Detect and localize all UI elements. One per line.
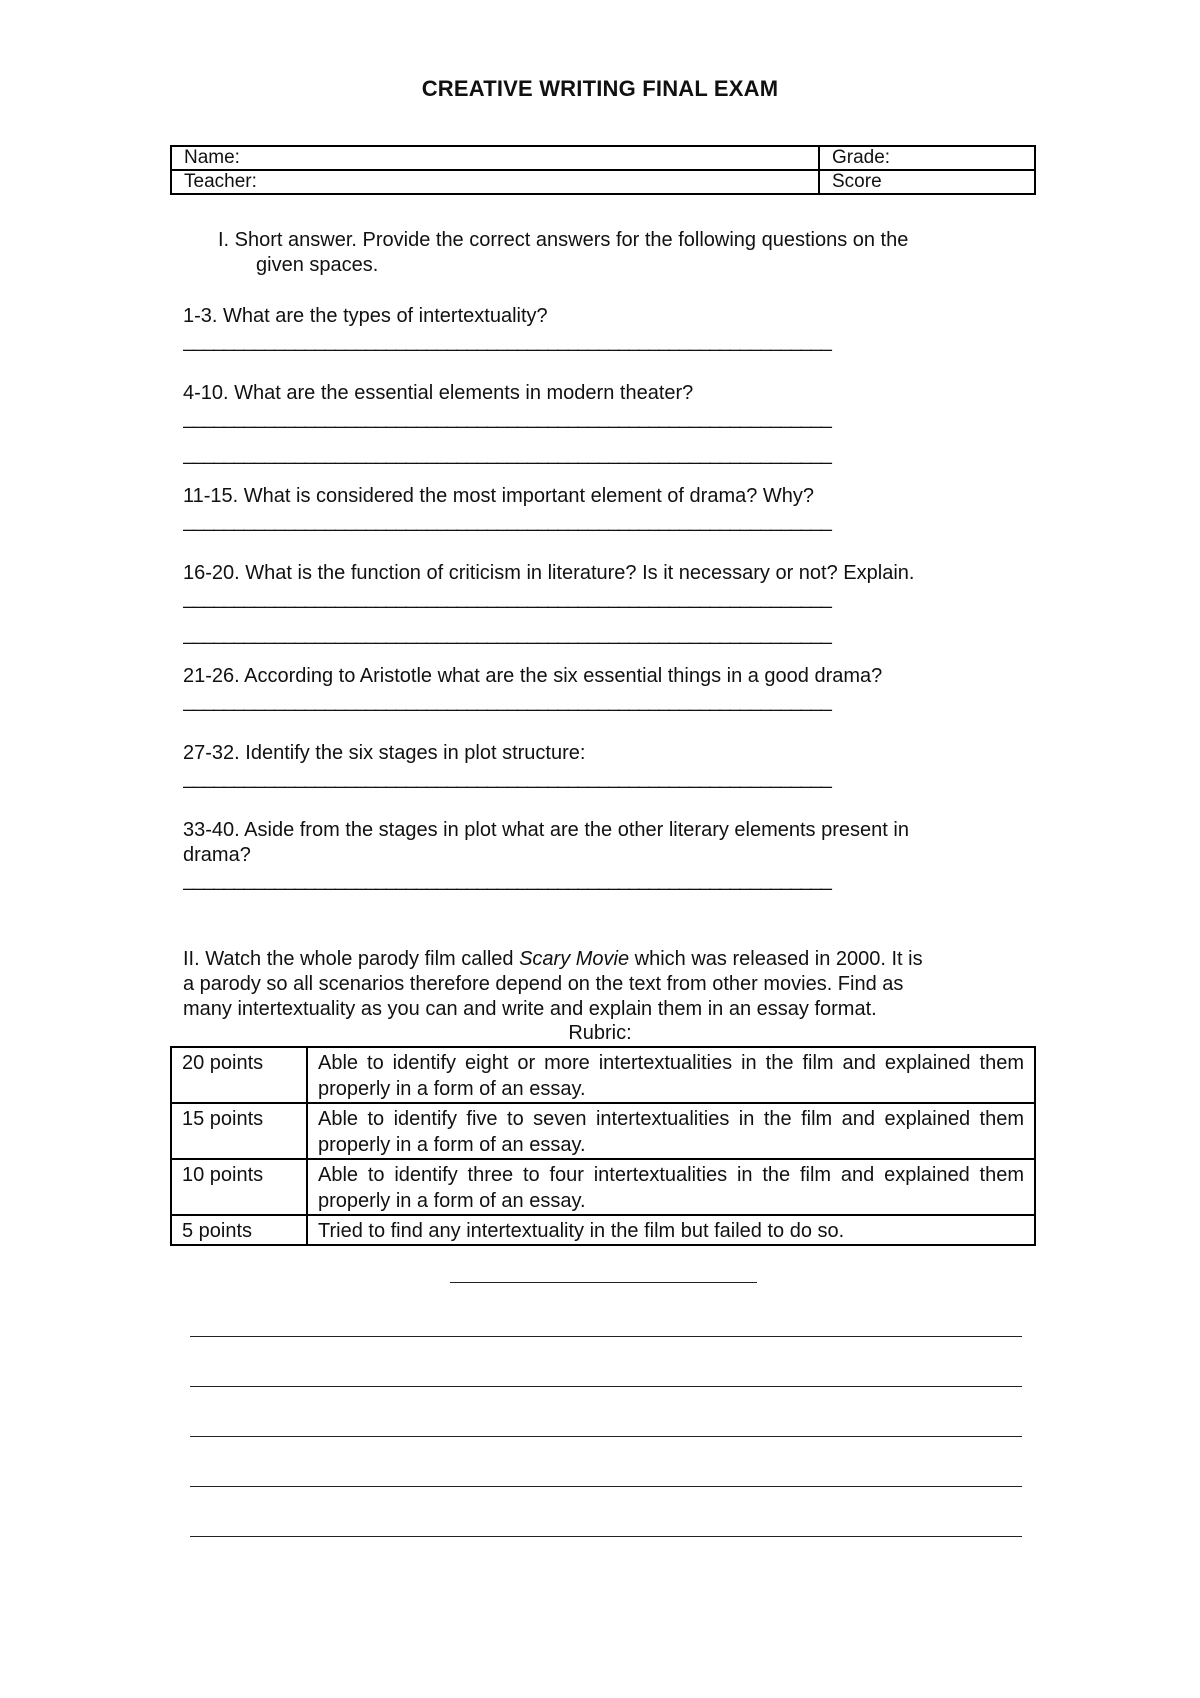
rubric-table [170,1046,1036,1246]
rubric-points: 5 points [171,1215,307,1245]
rubric-points: 10 points [171,1159,307,1215]
part1-instruction-line2: given spaces. [256,254,379,276]
question-21-26: 21-26. According to Aristotle what are the six essential things in a good drama? [183,665,883,687]
question-11-15: 11-15. What is considered the most important element of drama? Why? [183,485,815,507]
teacher-field[interactable] [171,170,819,194]
rubric-description: Tried to find any intertextuality in the film but failed to do so. [307,1215,1035,1245]
answer-blank[interactable]: ________________________________________________________________ [183,407,831,429]
rubric-title: Rubric: [568,1022,632,1044]
rubric-row [171,1215,1035,1245]
essay-title-line[interactable] [450,1282,757,1283]
film-title: Scary Movie [519,948,630,970]
question-33-40-line2: drama? [183,844,251,866]
rubric-description: Able to identify three to four intertextualities in the film and explained them properly in a form of an essay. [307,1159,1035,1215]
question-33-40-line1: 33-40. Aside from the stages in plot what are the other literary elements present in [183,819,909,841]
essay-answer-line[interactable] [190,1436,1022,1437]
part2-instruction-line3: many intertextuality as you can and write and explain them in an essay format. [183,998,877,1020]
grade-label: Grade: [832,147,891,168]
part2-line1-post: which was released in 2000. It is [629,948,923,970]
question-1-3: 1-3. What are the types of intertextuality? [183,305,548,327]
answer-blank[interactable]: ________________________________________________________________ [183,869,831,891]
rubric-points: 15 points [171,1103,307,1159]
essay-answer-line[interactable] [190,1386,1022,1387]
part2-instruction-line1 [183,947,923,972]
score-label: Score [832,171,882,192]
answer-blank[interactable]: ________________________________________________________________ [183,587,831,609]
essay-answer-line[interactable] [190,1486,1022,1487]
exam-title: CREATIVE WRITING FINAL EXAM [421,76,779,101]
answer-blank[interactable]: ________________________________________________________________ [183,623,831,645]
rubric-points: 20 points [171,1047,307,1103]
part2-line1-pre: II. Watch the whole parody film called [183,948,520,970]
grade-field[interactable] [819,146,1035,170]
rubric-row [171,1047,1035,1103]
answer-blank[interactable]: ________________________________________________________________ [183,443,831,465]
rubric-description: Able to identify five to seven intertextualities in the film and explained them properly in a form of an essay. [307,1103,1035,1159]
essay-answer-line[interactable] [190,1536,1022,1537]
teacher-label: Teacher: [184,171,257,192]
question-4-10: 4-10. What are the essential elements in modern theater? [183,382,694,404]
answer-blank[interactable]: ________________________________________________________________ [183,510,831,532]
essay-answer-line[interactable] [190,1336,1022,1337]
rubric-description: Able to identify eight or more intertextualities in the film and explained them properly in a form of an essay. [307,1047,1035,1103]
rubric-row [171,1159,1035,1215]
answer-blank[interactable]: ________________________________________________________________ [183,767,831,789]
question-27-32: 27-32. Identify the six stages in plot structure: [183,742,586,764]
part2-instruction-line2: a parody so all scenarios therefore depend on the text from other movies. Find as [183,973,904,995]
answer-blank[interactable]: ________________________________________________________________ [183,330,831,352]
answer-blank[interactable]: ________________________________________________________________ [183,690,831,712]
score-field[interactable] [819,170,1035,194]
name-field[interactable] [171,146,819,170]
student-info-table [170,145,1036,195]
part1-instruction-line1: I. Short answer. Provide the correct answers for the following questions on the [218,229,909,251]
rubric-row [171,1103,1035,1159]
name-label: Name: [184,147,240,168]
question-16-20: 16-20. What is the function of criticism in literature? Is it necessary or not? Explain. [183,562,915,584]
